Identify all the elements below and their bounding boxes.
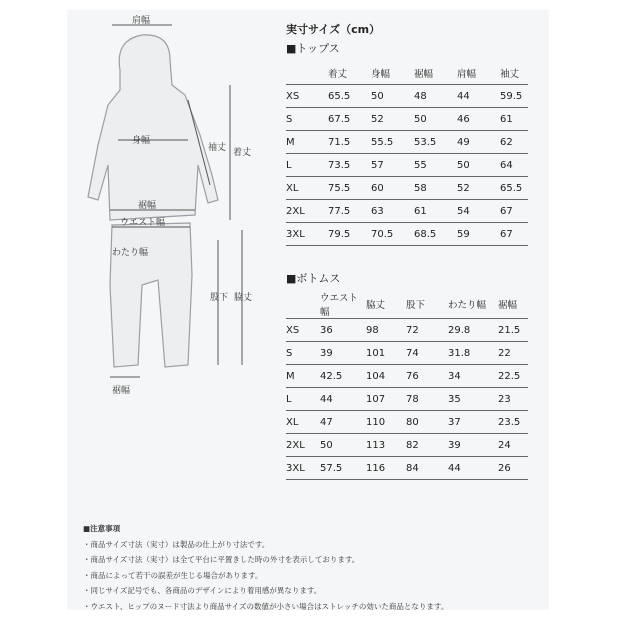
- column-header: 裾幅: [414, 69, 434, 80]
- bottoms-heading: ■ボトムス: [286, 272, 341, 285]
- table-cell: 82: [406, 434, 448, 457]
- column-header: ウエスト幅: [320, 293, 359, 318]
- table-row: [286, 154, 528, 177]
- column-header: 着丈: [328, 69, 348, 80]
- table-cell: 50: [414, 108, 457, 131]
- table-cell: 79.5: [328, 223, 371, 246]
- table-cell: 55: [414, 154, 457, 177]
- table-cell: 21.5: [498, 319, 528, 342]
- table-cell: 50: [457, 154, 500, 177]
- table-cell: 57: [371, 154, 414, 177]
- diagram-label-waist: ウエスト幅: [120, 218, 166, 228]
- diagram-label-pants-hem: 裾幅: [112, 386, 131, 396]
- diagram-label-thigh: わたり幅: [112, 248, 149, 258]
- table-cell: 34: [448, 365, 498, 388]
- table-row: [286, 319, 528, 342]
- column-header: [286, 62, 328, 85]
- table-cell: 54: [457, 200, 500, 223]
- table-cell: 3XL: [286, 457, 320, 480]
- table-cell: XL: [286, 177, 328, 200]
- table-cell: 44: [448, 457, 498, 480]
- table-cell: 62: [500, 131, 528, 154]
- table-cell: 58: [414, 177, 457, 200]
- diagram-label-body-width: 身幅: [132, 136, 151, 146]
- table-cell: 110: [366, 411, 406, 434]
- table-cell: 52: [457, 177, 500, 200]
- diagram-label-sleeve: 袖丈: [208, 143, 227, 153]
- table-row: [286, 365, 528, 388]
- table-cell: 113: [366, 434, 406, 457]
- table-row: [286, 411, 528, 434]
- column-header: 裾幅: [498, 300, 518, 311]
- diagram-label-length: 着丈: [233, 148, 252, 158]
- table-row: [286, 200, 528, 223]
- table-cell: 75.5: [328, 177, 371, 200]
- table-cell: 3XL: [286, 223, 328, 246]
- jacket-outline: [88, 35, 218, 220]
- size-title: 実寸サイズ（cm）: [286, 23, 381, 36]
- table-cell: 44: [457, 85, 500, 108]
- garment-diagram: [70, 15, 275, 400]
- table-cell: 29.8: [448, 319, 498, 342]
- table-cell: 49: [457, 131, 500, 154]
- table-cell: 63: [371, 200, 414, 223]
- table-row: [286, 223, 528, 246]
- table-cell: 22.5: [498, 365, 528, 388]
- table-cell: 67: [500, 200, 528, 223]
- table-cell: XS: [286, 85, 328, 108]
- table-header-row: [286, 62, 528, 85]
- table-cell: 70.5: [371, 223, 414, 246]
- table-cell: 48: [414, 85, 457, 108]
- notes-heading: ■注意事項: [83, 524, 121, 533]
- table-cell: S: [286, 342, 320, 365]
- note-item: ・ウエスト、ヒップのヌード寸法より商品サイズの数値が小さい場合はストレッチの効いた商品となります。: [83, 601, 449, 611]
- diagram-label-outseam: 脇丈: [234, 293, 253, 303]
- table-cell: 65.5: [500, 177, 528, 200]
- pants-outline: [110, 223, 192, 367]
- table-cell: 50: [371, 85, 414, 108]
- table-cell: 104: [366, 365, 406, 388]
- table-cell: 71.5: [328, 131, 371, 154]
- table-cell: 52: [371, 108, 414, 131]
- table-cell: 61: [500, 108, 528, 131]
- table-cell: XL: [286, 411, 320, 434]
- column-header: わたり幅: [448, 300, 487, 311]
- tops-table: [286, 62, 528, 246]
- note-item: ・商品サイズ寸法（実寸）は全て平台に平置きした時の外寸を表示しております。: [83, 555, 360, 564]
- table-cell: 39: [448, 434, 498, 457]
- table-cell: S: [286, 108, 328, 131]
- table-cell: 44: [320, 388, 366, 411]
- table-cell: 37: [448, 411, 498, 434]
- note-item: ・商品によって若干の誤差が生じる場合があります。: [83, 570, 263, 580]
- table-cell: L: [286, 388, 320, 411]
- table-cell: 74: [406, 342, 448, 365]
- table-cell: 80: [406, 411, 448, 434]
- table-cell: 39: [320, 342, 366, 365]
- table-cell: 72: [406, 319, 448, 342]
- diagram-label-inseam: 股下: [210, 293, 229, 303]
- table-cell: L: [286, 154, 328, 177]
- table-cell: 47: [320, 411, 366, 434]
- table-cell: 78: [406, 388, 448, 411]
- table-row: [286, 342, 528, 365]
- table-cell: 55.5: [371, 131, 414, 154]
- note-item: ・同じサイズ記号でも、各商品のデザインにより着用感が異なります。: [83, 586, 322, 595]
- table-row: [286, 108, 528, 131]
- table-header-row: [286, 290, 528, 319]
- bottoms-table: [286, 290, 528, 480]
- table-cell: 73.5: [328, 154, 371, 177]
- table-cell: 24: [498, 434, 528, 457]
- table-row: [286, 434, 528, 457]
- table-cell: 60: [371, 177, 414, 200]
- table-cell: 42.5: [320, 365, 366, 388]
- table-cell: 98: [366, 319, 406, 342]
- table-cell: 2XL: [286, 200, 328, 223]
- table-cell: 23: [498, 388, 528, 411]
- table-cell: 64: [500, 154, 528, 177]
- table-row: [286, 457, 528, 480]
- column-header: 身幅: [371, 69, 391, 80]
- table-cell: 35: [448, 388, 498, 411]
- table-row: [286, 388, 528, 411]
- table-cell: 23.5: [498, 411, 528, 434]
- table-cell: 65.5: [328, 85, 371, 108]
- diagram-label-shoulder: 肩幅: [132, 16, 151, 26]
- table-row: [286, 177, 528, 200]
- table-cell: M: [286, 365, 320, 388]
- table-cell: M: [286, 131, 328, 154]
- column-header: 袖丈: [500, 69, 520, 80]
- table-row: [286, 131, 528, 154]
- table-cell: 50: [320, 434, 366, 457]
- table-cell: 26: [498, 457, 528, 480]
- table-cell: 46: [457, 108, 500, 131]
- table-cell: 107: [366, 388, 406, 411]
- column-header: 肩幅: [457, 69, 477, 80]
- table-cell: 68.5: [414, 223, 457, 246]
- table-cell: 59: [457, 223, 500, 246]
- tops-heading: ■トップス: [286, 42, 340, 55]
- table-cell: 61: [414, 200, 457, 223]
- table-cell: 101: [366, 342, 406, 365]
- table-cell: 84: [406, 457, 448, 480]
- diagram-label-hem: 裾幅: [138, 201, 157, 211]
- table-cell: 53.5: [414, 131, 457, 154]
- table-cell: 57.5: [320, 457, 366, 480]
- table-cell: XS: [286, 319, 320, 342]
- notes: [83, 521, 448, 614]
- column-header: [286, 290, 320, 319]
- table-cell: 22: [498, 342, 528, 365]
- table-cell: 36: [320, 319, 366, 342]
- note-item: ・商品サイズ寸法（実寸）は製品の仕上がり寸法です。: [83, 539, 270, 549]
- column-header: 股下: [406, 300, 426, 311]
- table-cell: 77.5: [328, 200, 371, 223]
- table-cell: 67: [500, 223, 528, 246]
- table-cell: 31.8: [448, 342, 498, 365]
- table-cell: 67.5: [328, 108, 371, 131]
- table-cell: 76: [406, 365, 448, 388]
- column-header: 脇丈: [366, 300, 386, 311]
- table-cell: 2XL: [286, 434, 320, 457]
- table-row: [286, 85, 528, 108]
- table-cell: 59.5: [500, 85, 528, 108]
- table-cell: 116: [366, 457, 406, 480]
